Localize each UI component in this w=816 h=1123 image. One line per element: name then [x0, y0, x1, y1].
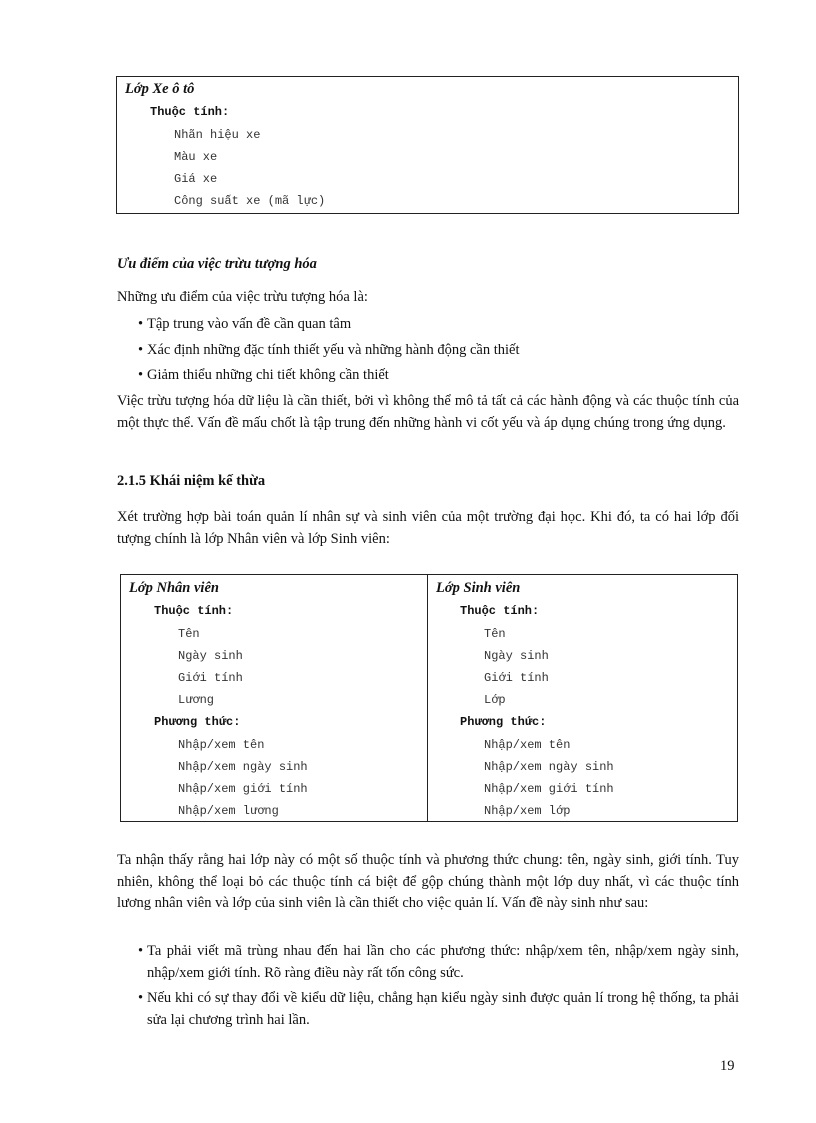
employee-attribute: Ngày sinh	[178, 649, 243, 663]
student-method: Nhập/xem giới tính	[484, 782, 614, 796]
inheritance-paragraph: Xét trường hợp bài toán quản lí nhân sự và sinh viên của một trường đại học. Khi đó, ta có hai lớp đối tượng chính là lớp Nhân viên và lớp Sinh viên:	[117, 509, 739, 547]
bullet-text: Nếu khi có sự thay đổi về kiểu dữ liệu, chẳng hạn kiểu ngày sinh được quản lí trong hệ thống, ta phải sửa lại chương trình hai lần.	[147, 990, 739, 1028]
inheritance-heading: 2.1.5 Khái niệm kế thừa	[117, 473, 266, 489]
abstraction-paragraph: Việc trừu tượng hóa dữ liệu là cần thiết, bởi vì không thể mô tả tất cả các hành động và các thuộc tính của một thực thể. Vấn đề mấu chốt là tập trung đến những hành vi cốt yếu và áp dụng chúng trong ứng dụng.	[117, 393, 739, 431]
list-item	[117, 340, 739, 362]
car-attribute: Nhãn hiệu xe	[174, 128, 261, 142]
list-item	[117, 314, 739, 336]
bullet-icon: •	[138, 341, 144, 358]
student-attributes-label: Thuộc tính:	[460, 604, 540, 618]
list-item	[117, 988, 739, 1031]
car-attributes-label: Thuộc tính:	[150, 105, 230, 119]
bullet-icon: •	[138, 990, 144, 1006]
conclusion-paragraph: Ta nhận thấy rằng hai lớp này có một số thuộc tính và phương thức chung: tên, ngày sinh, giới tính. Tuy nhiên, không thể loại bỏ các thuộc tính cá biệt để gộp chúng thành một lớp duy nhất, vì các thuộc tính lương nhân viên và lớp của sinh viên là cần thiết cho việc quản lí. Vấn đề này sinh như sau:	[117, 852, 739, 911]
employee-method: Nhập/xem lương	[178, 804, 279, 818]
car-attribute: Giá xe	[174, 172, 218, 186]
list-item	[117, 941, 739, 984]
list-item	[117, 365, 739, 387]
employee-attribute: Lương	[178, 693, 215, 707]
student-method: Nhập/xem lớp	[484, 804, 571, 818]
student-attribute: Lớp	[484, 693, 506, 707]
student-attribute: Ngày sinh	[484, 649, 549, 663]
bullet-text: Giảm thiểu những chi tiết không cần thiết	[147, 367, 389, 383]
student-class-title: Lớp Sinh viên	[436, 580, 521, 596]
employee-attribute: Tên	[178, 627, 200, 641]
bullet-text: Xác định những đặc tính thiết yếu và những hành động cần thiết	[147, 341, 520, 358]
abstraction-intro: Những ưu điểm của việc trừu tượng hóa là:	[117, 289, 368, 305]
student-method: Nhập/xem tên	[484, 738, 571, 752]
page-number: 19	[720, 1058, 735, 1074]
employee-methods-label: Phương thức:	[154, 715, 241, 729]
car-attribute: Màu xe	[174, 150, 218, 164]
student-attribute: Giới tính	[484, 671, 549, 685]
employee-attributes-label: Thuộc tính:	[154, 604, 234, 618]
bullet-text: Tập trung vào vấn đề cần quan tâm	[147, 316, 352, 332]
employee-attribute: Giới tính	[178, 671, 243, 685]
employee-method: Nhập/xem giới tính	[178, 782, 308, 796]
student-methods-label: Phương thức:	[460, 715, 547, 729]
table-divider	[427, 575, 428, 821]
employee-method: Nhập/xem ngày sinh	[178, 760, 308, 774]
abstraction-heading: Ưu điểm của việc trừu tượng hóa	[117, 256, 317, 272]
employee-method: Nhập/xem tên	[178, 738, 265, 752]
bullet-text: Ta phải viết mã trùng nhau đến hai lần cho các phương thức: nhập/xem tên, nhập/xem ngày sinh, nhập/xem giới tính. Rõ ràng điều này rất tốn công sức.	[147, 943, 739, 981]
bullet-icon: •	[138, 367, 144, 383]
conclusion-bullet-list	[117, 941, 739, 1031]
bullet-icon: •	[138, 316, 144, 332]
employee-class-title: Lớp Nhân viên	[129, 580, 219, 596]
student-attribute: Tên	[484, 627, 506, 641]
car-class-box	[116, 76, 739, 214]
abstraction-bullet-list	[117, 314, 739, 387]
car-class-title: Lớp Xe ô tô	[125, 81, 195, 97]
class-comparison-table	[120, 574, 738, 822]
car-attribute: Công suất xe (mã lực)	[174, 194, 326, 208]
bullet-icon: •	[138, 943, 144, 959]
student-method: Nhập/xem ngày sinh	[484, 760, 614, 774]
